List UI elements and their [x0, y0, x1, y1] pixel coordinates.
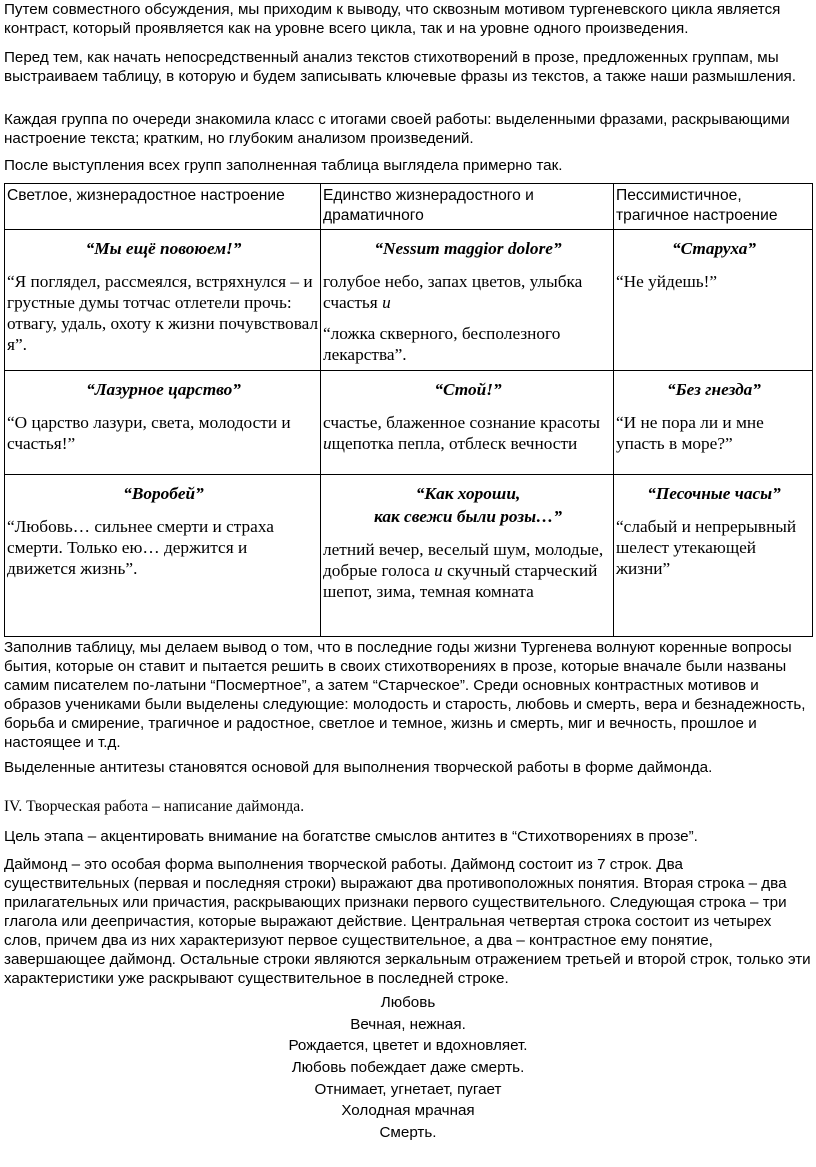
conjunction: и [434, 561, 443, 580]
poem-line: Смерть. [379, 1124, 437, 1142]
quote-part: голубое небо, запах цветов, улыбка счастья [323, 272, 583, 312]
quote-part: щепотка пепла, отблеск вечности [331, 434, 578, 453]
table-row [5, 475, 813, 637]
table-cell [614, 371, 813, 475]
poem-title: “Лазурное царство” [86, 380, 241, 399]
poem-title: “Без гнезда” [667, 380, 761, 399]
paragraph-group-work: Каждая группа по очереди знакомила класс с итогами своей работы: выделенными фразами, раскрывающими настроение текста; кратким, но глубоким анализом произведений. [4, 111, 790, 147]
poem-line: Отнимает, угнетает, пугает [314, 1080, 502, 1098]
poem-title: “Как хороши, [415, 484, 521, 503]
poem-title-continued: как свежи были розы…” [374, 507, 562, 526]
quote-text: “слабый и непрерывный шелест утекающей жизни” [616, 517, 797, 578]
paragraph-antitheses: Выделенные антитезы становятся основой для выполнения творческой работы в форме даймонда. [4, 759, 713, 776]
analysis-table [4, 183, 813, 637]
poem-line: Рождается, цветет и вдохновляет. [288, 1037, 528, 1055]
poem-line: Вечная, нежная. [350, 1015, 466, 1033]
paragraph-table-intro: Перед тем, как начать непосредственный анализ текстов стихотворений в прозе, предложенных группам, мы выстраиваем таблицу, в которую и будем записывать ключевые фразы из текстов, а также наши размышления. [4, 49, 796, 85]
quote-text [323, 271, 613, 313]
poem-title: “Воробей” [123, 484, 204, 503]
table-header-cell: Пессимистичное, трагичное настроение [614, 184, 813, 230]
conjunction: и [323, 434, 332, 453]
quote-text: “ложка скверного, бесполезного лекарства”. [323, 324, 561, 364]
quote-text: “Я поглядел, рассмеялся, встряхнулся – и грустные думы тотчас отлетели прочь: отвагу, удаль, охоту к жизни почувствовал я”. [7, 272, 319, 354]
poem-line: Холодная мрачная [341, 1102, 475, 1120]
diamond-poem [4, 993, 812, 1145]
poem-title: “Мы ещё повоюем!” [85, 239, 242, 258]
poem-title: “Nessum maggior dolore” [374, 239, 562, 258]
quote-text: “О царство лазури, света, молодости и счастья!” [7, 413, 291, 453]
table-row [5, 371, 813, 475]
table-row [5, 230, 813, 371]
poem-line: Любовь [380, 994, 436, 1011]
paragraph-contrast-conclusion: Путем совместного обсуждения, мы приходим к выводу, что сквозным мотивом тургеневского цикла является контраст, который проявляется как на уровне всего цикла, так и на уровне одного произведения. [4, 1, 781, 37]
poem-line: Любовь побеждает даже смерть. [291, 1059, 525, 1077]
paragraph-table-caption: После выступления всех групп заполненная таблица выглядела примерно так. [4, 157, 563, 174]
section-heading: IV. Творческая работа – написание даймонда. [4, 798, 305, 815]
quote-text: “И не пора ли и мне упасть в море?” [616, 413, 764, 453]
table-header-cell: Единство жизнерадостного и драматичного [321, 184, 614, 230]
paragraph-table-conclusion: Заполнив таблицу, мы делаем вывод о том, что в последние годы жизни Тургенева волнуют коренные вопросы бытия, которые он ставит и пытается решить в своих стихотворениях в прозе, которые вначале были названы самим писателем по-латыни “Посмертное”, а затем “Старческое”. Среди основных контрастных мотивов и образов учениками были выделены следующие: молодость и старость, любовь и смерть, вера и безнадежность, борьба и смирение, трагичное и радостное, светлое и темное, жизнь и смерть, миг и вечность, прошлое и настоящее и т.д. [4, 639, 806, 751]
quote-text: “Не уйдешь!” [616, 272, 718, 291]
table-cell [321, 230, 614, 371]
table-cell [614, 230, 813, 371]
conjunction: и [382, 293, 391, 312]
poem-title: “Стой!” [434, 380, 502, 399]
table-cell [321, 475, 614, 637]
paragraph-stage-goal: Цель этапа – акцентировать внимание на богатстве смыслов антитез в “Стихотворениях в прозе”. [4, 828, 698, 845]
table-cell [614, 475, 813, 637]
table-cell [5, 475, 321, 637]
quote-text [323, 412, 613, 454]
table-cell [5, 371, 321, 475]
table-header-row [5, 184, 813, 230]
quote-part: летний вечер, веселый шум, молодые, добрые голоса [323, 540, 604, 580]
quote-text [323, 539, 613, 602]
poem-title: “Песочные часы” [647, 484, 781, 503]
quote-part: счастье, блаженное сознание красоты [323, 413, 600, 432]
quote-text: “Любовь… сильнее смерти и страха смерти. Только ею… держится и движется жизнь”. [7, 517, 274, 578]
paragraph-diamond-definition: Даймонд – это особая форма выполнения творческой работы. Даймонд состоит из 7 строк. Два существительных (первая и последняя строки) выражают два противоположных понятия. Вторая строка – два прилагательных или причастия, раскрывающих признаки первого существительного. Следующая строка – три глагола или деепричастия, которые выражают действие. Центральная четвертая строка состоит из четырех слов, причем два из них характеризуют первое существительное, а два – контрастное ему понятие, завершающее даймонд. Остальные строки являются зеркальным отражением третьей и второй строк, только эти характеристики уже раскрывают существительное в последней строке. [4, 856, 811, 987]
table-cell [5, 230, 321, 371]
table-cell [321, 371, 614, 475]
table-header-cell: Светлое, жизнерадостное настроение [5, 184, 321, 230]
quote-part: скучный старческий шепот, зима, темная комната [323, 561, 598, 601]
poem-title: “Старуха” [671, 239, 757, 258]
